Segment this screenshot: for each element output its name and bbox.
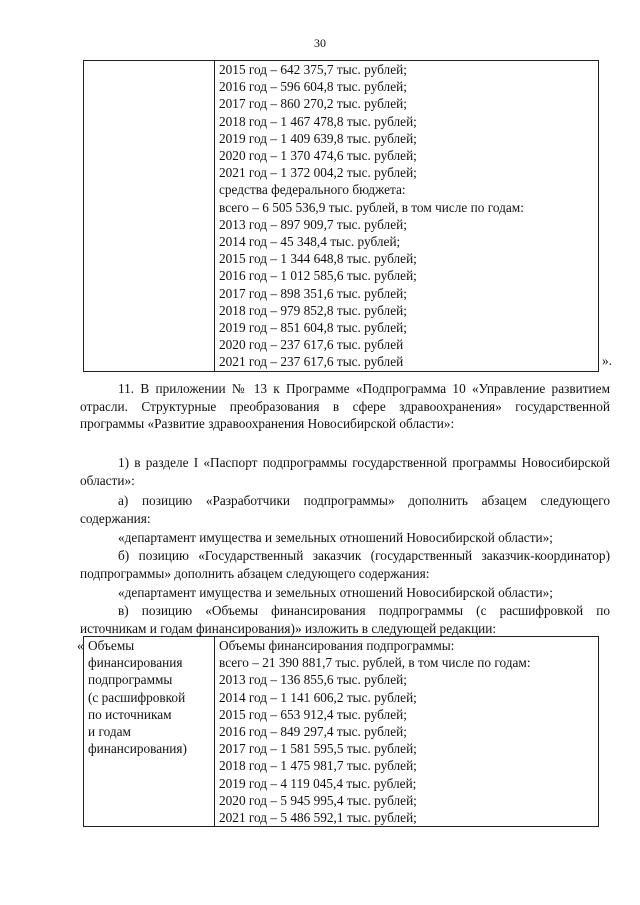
paragraph-item-11: 11. В приложении № 13 к Программе «Подпрограмма 10 «Управление развитием отрасли. Структурные преобразования в сфере здравоохранения» государственной программы «Развитие здравоохранения Новосибирской области»: [80, 381, 610, 432]
top-table-lines [219, 61, 598, 371]
funding-line: 2015 год – 653 912,4 тыс. рублей; [219, 706, 407, 722]
funding-line: 2018 год – 1 467 478,8 тыс. рублей; [219, 113, 417, 129]
funding-line: 2021 год – 1 372 004,2 тыс. рублей; [219, 165, 417, 181]
paragraph-customer: б) позицию «Государственный заказчик (государственный заказчик-координатор) подпрограммы» дополнить абзацем следующего содержания: [80, 548, 610, 581]
funding-line: 2020 год – 5 945 995,4 тыс. рублей; [219, 792, 417, 808]
position-label-line: и годам [88, 724, 131, 740]
funding-line: 2017 год – 860 270,2 тыс. рублей; [219, 96, 407, 112]
funding-line: 2017 год – 898 351,6 тыс. рублей; [219, 285, 407, 301]
bottom-table-left-lines [88, 637, 214, 757]
paragraph-customer-text: «департамент имущества и земельных отношений Новосибирской области»; [118, 585, 553, 600]
position-label-line: финансирования [88, 655, 183, 671]
opening-quote: « [77, 638, 84, 653]
funding-line: средства федерального бюджета: [219, 182, 406, 198]
top-table-left-cell [84, 61, 215, 372]
funding-line: 2016 год – 849 297,4 тыс. рублей; [219, 724, 407, 740]
paragraph-developers-text: «департамент имущества и земельных отношений Новосибирской области»; [118, 530, 553, 545]
funding-line: 2019 год – 4 119 045,4 тыс. рублей; [219, 775, 417, 791]
funding-line: 2018 год – 979 852,8 тыс. рублей; [219, 302, 407, 318]
funding-line: 2020 год – 1 370 474,6 тыс. рублей; [219, 148, 417, 164]
position-label-line: финансирования) [88, 741, 187, 757]
funding-line: 2016 год – 1 012 585,6 тыс. рублей; [219, 268, 417, 284]
position-label-line: подпрограммы [88, 672, 173, 688]
funding-line: 2015 год – 1 344 648,8 тыс. рублей; [219, 251, 417, 267]
position-label-line: (с расшифровкой [88, 689, 186, 705]
funding-line: 2019 год – 851 604,8 тыс. рублей; [219, 320, 407, 336]
funding-line: 2018 год – 1 475 981,7 тыс. рублей; [219, 758, 417, 774]
funding-line: 2017 год – 1 581 595,5 тыс. рублей; [219, 741, 417, 757]
funding-line: 2013 год – 897 909,7 тыс. рублей; [219, 216, 407, 232]
position-label-line: Объемы [88, 638, 135, 653]
top-funding-table [83, 60, 599, 372]
funding-line: всего – 6 505 536,9 тыс. рублей, в том числе по годам: [219, 199, 524, 215]
funding-line: 2014 год – 45 348,4 тыс. рублей; [219, 234, 401, 250]
funding-line: 2015 год – 642 375,7 тыс. рублей; [219, 62, 407, 77]
bottom-funding-table [83, 636, 599, 827]
paragraph-funding: в) позицию «Объемы финансирования подпрограммы (с расшифровкой по источникам и годам финансирования)» изложить в следующей редакции: [80, 603, 610, 636]
bottom-table-right-cell [215, 637, 599, 827]
position-label-line: по источникам [88, 706, 172, 722]
funding-line: 2014 год – 1 141 606,2 тыс. рублей; [219, 689, 417, 705]
paragraph-developers: а) позицию «Разработчики подпрограммы» дополнить абзацем следующего содержания: [80, 493, 610, 526]
funding-line: 2021 год – 237 617,6 тыс. рублей [219, 354, 404, 370]
closing-quote: ». [602, 353, 612, 368]
funding-line: 2021 год – 5 486 592,1 тыс. рублей; [219, 810, 417, 826]
top-table-right-cell [215, 61, 599, 372]
bottom-table-right-lines [219, 637, 598, 826]
funding-line: 2019 год – 1 409 639,8 тыс. рублей; [219, 130, 417, 146]
funding-line: всего – 21 390 881,7 тыс. рублей, в том числе по годам: [219, 655, 531, 671]
funding-line: 2016 год – 596 604,8 тыс. рублей; [219, 79, 407, 95]
funding-line: 2020 год – 237 617,6 тыс. рублей [219, 337, 404, 353]
bottom-table-left-cell [84, 637, 215, 827]
page-number: 30 [314, 36, 326, 50]
paragraph-section-1: 1) в разделе I «Паспорт подпрограммы государственной программы Новосибирской области»: [80, 455, 610, 488]
funding-line: Объемы финансирования подпрограммы: [219, 638, 455, 653]
funding-line: 2013 год – 136 855,6 тыс. рублей; [219, 672, 407, 688]
